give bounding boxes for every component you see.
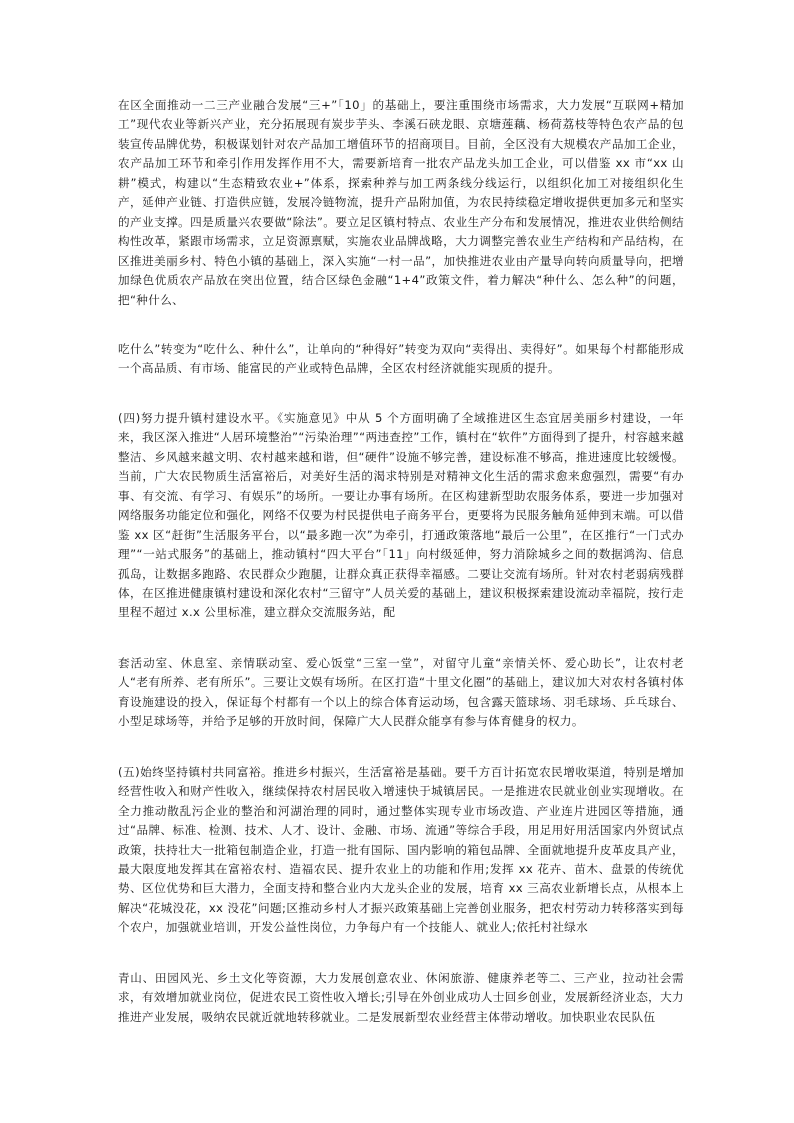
paragraph-village-continuation: 套活动室、休息室、亲情联动室、爱心饭堂“三室一堂”，对留守儿童“亲情关怀、爱心助长”，让农村老人“老有所养、老有所乐”。三要让文娱有场所。在区打造“十里文化圈”的基础上，建议加大对农村各镇村体育设施建设的投入，保证每个村都有一个以上的综合体育运动场，包含露天篮球场、羽毛球场、乒乓球台、小型足球场等，并给予足够的开放时间，保障广大人民群众能享有参与体育健身的权力。 — [118, 655, 684, 729]
paragraph-industry-continuation: 吃什么”转变为“吃什么、种什么”，让单向的“种得好”转变为双向“卖得出、卖得好”。如果每个村都能形成一个高品质、有市场、能富民的产业或特色品牌，全区农村经济就能实现质的提升。 — [118, 341, 684, 376]
document-body — [118, 96, 684, 1027]
paragraph-industry-integration: 在区全面推动一二三产业融合发展“三+”「10」的基础上，要注重围绕市场需求，大力发展“互联网+精加工”现代农业等新兴产业，充分拓展现有炭步芋头、李溪石硖龙眼、京塘莲藕、杨荷荔枝等特色农产品的包装宣传品牌优势，积极谋划针对农产品加工增值环节的招商项目。目前，全区没有大规模农产品加工企业，农产品加工环节和牵引作用发挥作用不大，需要新培育一批农产品龙头加工企业，可以借鉴 xx 市“xx 山耕”模式，构建以“生态精致农业+”体系，探索种养与加工两条线分线运行，以组织化加工对接组织化生产，延伸产业链、打造供应链，发展冷链物流，提升产品附加值，为农民持续稳定增收提供更加多元和坚实的产业支撑。四是质量兴农要做“除法”。要立足区镇村特点、农业生产分布和发展情况，推进农业供给侧结构性改革，紧跟市场需求，立足资源禀赋，实施农业品牌战略，大力调整完善农业生产结构和产品结构，在区推进美丽乡村、特色小镇的基础上，深入实施“一村一品”，加快推进农业由产量导向转向质量导向，把增加绿色优质农产品放在突出位置，结合区绿色金融“1+4”政策文件，着力解决“种什么、怎么种”的问题，把“种什么、 — [118, 98, 684, 307]
paragraph-common-prosperity: (五)始终坚持镇村共同富裕。推进乡村振兴，生活富裕是基础。要千方百计拓宽农民增收渠道，特别是增加经营性收入和财产性收入，继续保持农村居民收入增速快于城镇居民。一是推进农民就业创业实现增收。在全力推动散乱污企业的整治和河湖治理的同时，通过整体实现专业市场改造、产业连片进园区等措施，通过“品牌、标准、检测、技术、人才、设计、金融、市场、流通”等综合手段，用足用好用活国家内外贸试点政策，扶持壮大一批箱包制造企业，打造一批有国际、国内影响的箱包品牌、全面就地提升皮革皮具产业，最大限度地发挥其在富裕农村、造福农民、提升农业上的功能和作用;发挥 xx 花卉、苗木、盘景的传统优势、区位优势和巨大潜力，全面支持和整合业内大龙头企业的发展，培育 xx 三高农业新增长点，从根本上解决“花城没花，xx 没花”问题;区推动乡村人才振兴政策基础上完善创业服务，把农村劳动力转移落实到每个农户，加强就业培训，开发公益性岗位，力争每户有一个技能人、就业人;依托村社绿水 — [118, 764, 684, 935]
paragraph-prosperity-continuation: 青山、田园风光、乡土文化等资源，大力发展创意农业、休闲旅游、健康养老等二、三产业，拉动社会需求，有效增加就业岗位，促进农民工资性收入增长;引导在外创业成功人士回乡创业，发展新经济业态，大力推进产业发展，吸纳农民就近就地转移就业。二是发展新型农业经营主体带动增收。加快职业农民队伍 — [118, 970, 684, 1024]
paragraph-village-construction: (四)努力提升镇村建设水平。《实施意见》中从 5 个方面明确了全域推进区生态宜居美丽乡村建设，一年来，我区深入推进“人居环境整治”“污染治理”“两违查控”工作，镇村在“软件”方面得到了提升，村容越来越整洁、乡风越来越文明、农村越来越和谐，但“硬件”设施不够完善，建设标准不够高，推进速度比较缓慢。当前，广大农民物质生活富裕后，对美好生活的渴求特别是对精神文化生活的需求愈来愈强烈，需要“有办事、有交流、有学习、有娱乐”的场所。一要让办事有场所。在区构建新型助农服务体系，要进一步加强对网络服务功能定位和强化，网络不仅要为村民提供电子商务平台，更要将为民服务触角延伸到末端。可以借鉴 xx 区“赶街”生活服务平台，以“最多跑一次”为牵引，打通政策落地“最后一公里”，在区推行“一门式办理”“一站式服务”的基础上，推动镇村“四大平台”「11」向村级延伸，努力消除城乡之间的数据鸿沟、信息孤岛，让数据多跑路、农民群众少跑腿，让群众真正获得幸福感。二要让交流有场所。针对农村老弱病残群体，在区推进健康镇村建设和深化农村“三留守”人员关爱的基础上，建议积极探索建设流动幸福院，按行走里程不超过 x.x 公里标准，建立群众交流服务站，配 — [118, 410, 684, 620]
